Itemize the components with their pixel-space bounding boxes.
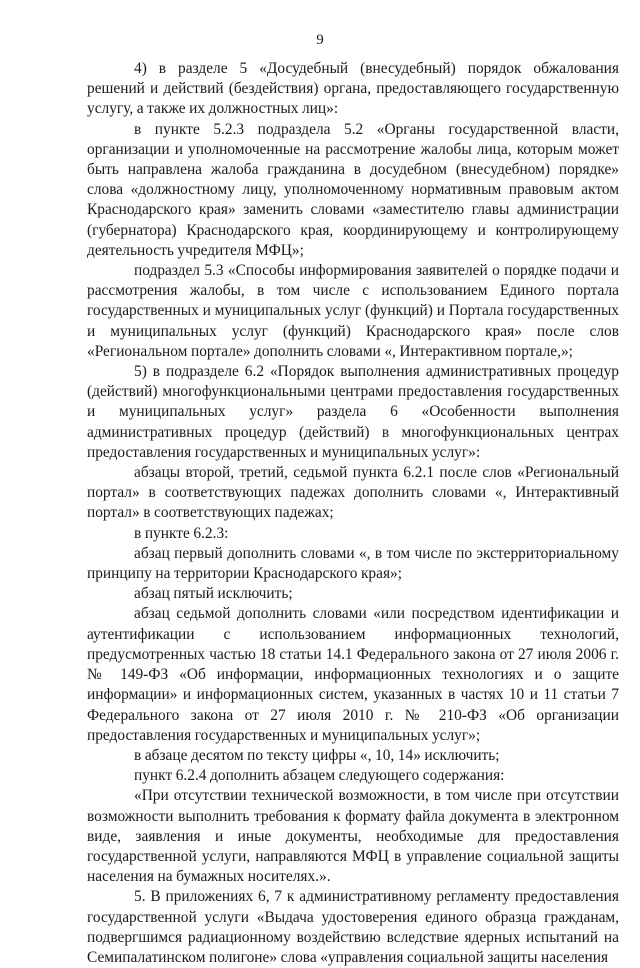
paragraph-item-6-2-4: пункт 6.2.4 дополнить абзацем следующего содержания:: [134, 767, 505, 785]
paragraph-abzac-tenth: в абзаце десятом по тексту цифры «, 10, 14» исключить;: [134, 746, 500, 764]
paragraph-item-6-2-1: абзацы второй, третий, седьмой пункта 6.2.1 после слов «Региональный портал» в соответствующих падежах дополнить словами «, Интерактивный портал» в соответствующих падежах;: [87, 464, 619, 522]
paragraph-quoted-text: «При отсутствии технической возможности, в том числе при отсутствии возможности выполнить требования к формату файла документа в электронном виде, заявления и иные документы, необходимые для предоставления государственной услуги, направляются МФЦ в управление социальной защиты населения на бумажных носителях.».: [87, 787, 619, 886]
paragraph-abzac-seventh: абзац седьмой дополнить словами «или посредством идентификации и аутентификации с использованием информационных технологий, предусмотренных частью 18 статьи 14.1 Федерального закона от 27 июля 2006 г. № 149-ФЗ «Об информации, информационных технологиях и о защите информации» и информационных систем, указанных в частях 10 и 11 статьи 7 Федерального закона от 27 июля 2010 г. № 210-ФЗ «Об организации предоставления государственных и муниципальных услуг»;: [87, 605, 619, 744]
document-body: [87, 59, 619, 968]
paragraph-abzac-fifth: абзац пятый исключить;: [134, 585, 293, 603]
paragraph-item-6-2-3-heading: в пункте 6.2.3:: [134, 524, 229, 542]
paragraph-subsection-6-2: 5) в подразделе 6.2 «Порядок выполнения административных процедур (действий) многофункциональными центрами предоставления государственных и муниципальных услуг» раздела 6 «Особенности выполнения административных процедур (действий) в многофункциональных центрах предоставления государственных и муниципальных услуг»:: [87, 363, 619, 461]
page-number: 9: [316, 32, 324, 48]
paragraph-subsection-5-3: подраздел 5.3 «Способы информирования заявителей о порядке подачи и рассмотрения жалобы, в том числе с использованием Единого портала государственных и муниципальных услуг (функций) и Портала государственных и муниципальных услуг (функций) Краснодарского края» после слов «Региональном портале» дополнить словами «, Интерактивном портале,»;: [87, 262, 619, 360]
paragraph-abzac-first: абзац первый дополнить словами «, в том числе по экстерриториальному принципу на территории Краснодарского края»;: [87, 544, 619, 583]
paragraph-item-5-2-3: в пункте 5.2.3 подраздела 5.2 «Органы государственной власти, организации и уполномоченные на рассмотрение жалобы лица, которым может быть направлена жалоба гражданина в досудебном (внесудебном) порядке» слова «должностному лицу, уполномоченному нормативным правовым актом Краснодарского края» заменить словами «заместителю главы администрации (губернатора) Краснодарского края, координирующему и контролирующему деятельность учредителя МФЦ»;: [87, 120, 619, 259]
paragraph-section-5-intro: 4) в разделе 5 «Досудебный (внесудебный) порядок обжалования решений и действий (бездействия) органа, предоставляющего государственную услугу, а также их должностных лиц»:: [87, 60, 619, 118]
paragraph-point-5-appendices: 5. В приложениях 6, 7 к административному регламенту предоставления государственной услуги «Выдача удостоверения единого образца гражданам, подвергшимся радиационному воздействию вследствие ядерных испытаний на Семипалатинском полигоне» слова «управления социальной защиты населения: [87, 888, 619, 966]
